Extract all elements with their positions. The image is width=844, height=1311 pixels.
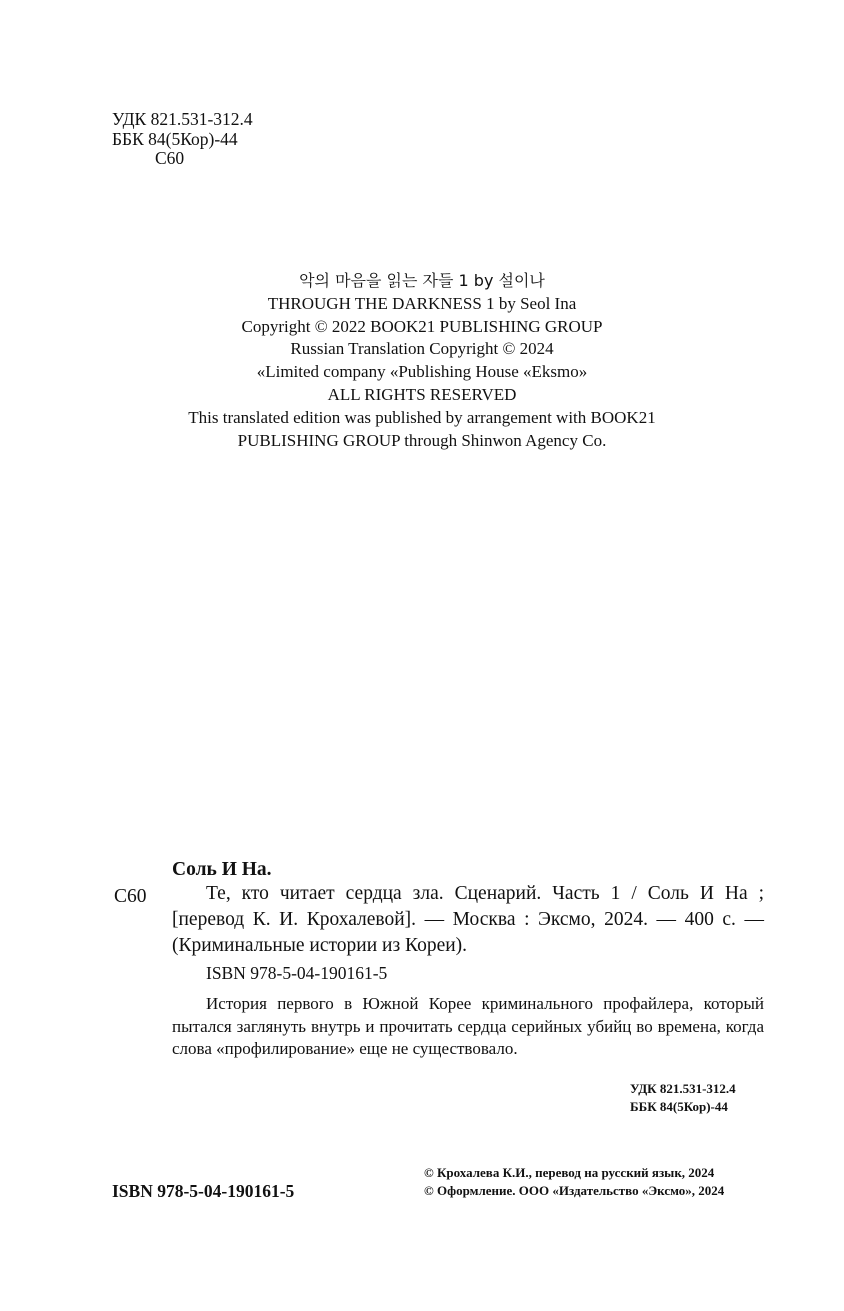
- copyright-design: © Оформление. ООО «Издательство «Эксмо», 2024: [424, 1183, 725, 1198]
- bib-isbn: ISBN 978-5-04-190161-5: [206, 963, 388, 983]
- annotation: История первого в Южной Корее криминального профайлера, который пытался заглянуть внутрь и прочитать сердца серийных убийц во времена, когда слова «профилирование» еще не существовало.: [172, 994, 764, 1058]
- bib-cutter: С60: [114, 886, 147, 907]
- korean-title: 악의 마음을 읽는 자들 1 by 설이나: [299, 271, 545, 290]
- bib-udk: УДК 821.531-312.4: [630, 1081, 736, 1096]
- publisher-company: «Limited company «Publishing House «Eksmo»: [256, 362, 588, 382]
- bib-bbk: ББК 84(5Кор)-44: [630, 1098, 728, 1114]
- arrangement-line-2: PUBLISHING GROUP through Shinwon Agency Co.: [237, 430, 607, 450]
- copyright-translator: © Крохалева К.И., перевод на русский язык, 2024: [424, 1165, 715, 1180]
- copyright-original: Copyright © 2022 BOOK21 PUBLISHING GROUP: [241, 316, 603, 336]
- footer-isbn: ISBN 978-5-04-190161-5: [112, 1181, 295, 1201]
- arrangement-line-1: This translated edition was published by arrangement with BOOK21: [188, 407, 656, 427]
- bib-codes: [630, 1080, 756, 1115]
- rights-reserved: ALL RIGHTS RESERVED: [327, 384, 517, 404]
- copyright-translation: Russian Translation Copyright © 2024: [290, 339, 554, 359]
- udk-code: УДК 821.531-312.4: [112, 109, 253, 129]
- author-heading: Соль И На.: [172, 859, 272, 880]
- bibliographic-description: Те, кто читает сердца зла. Сценарий. Часть 1 / Соль И На ; [перевод К. И. Крохалевой]. — Москва : Эксмо, 2024. — 400 с. — (Криминальные истории из Кореи).: [172, 883, 764, 956]
- catalog-codes: [112, 110, 253, 169]
- footer-copyrights: [424, 1164, 724, 1200]
- rights-block: [0, 270, 844, 452]
- cutter-code: С60: [155, 148, 185, 168]
- bbk-code: ББК 84(5Кор)-44: [112, 128, 238, 149]
- english-title: THROUGH THE DARKNESS 1 by Seol Ina: [267, 293, 577, 313]
